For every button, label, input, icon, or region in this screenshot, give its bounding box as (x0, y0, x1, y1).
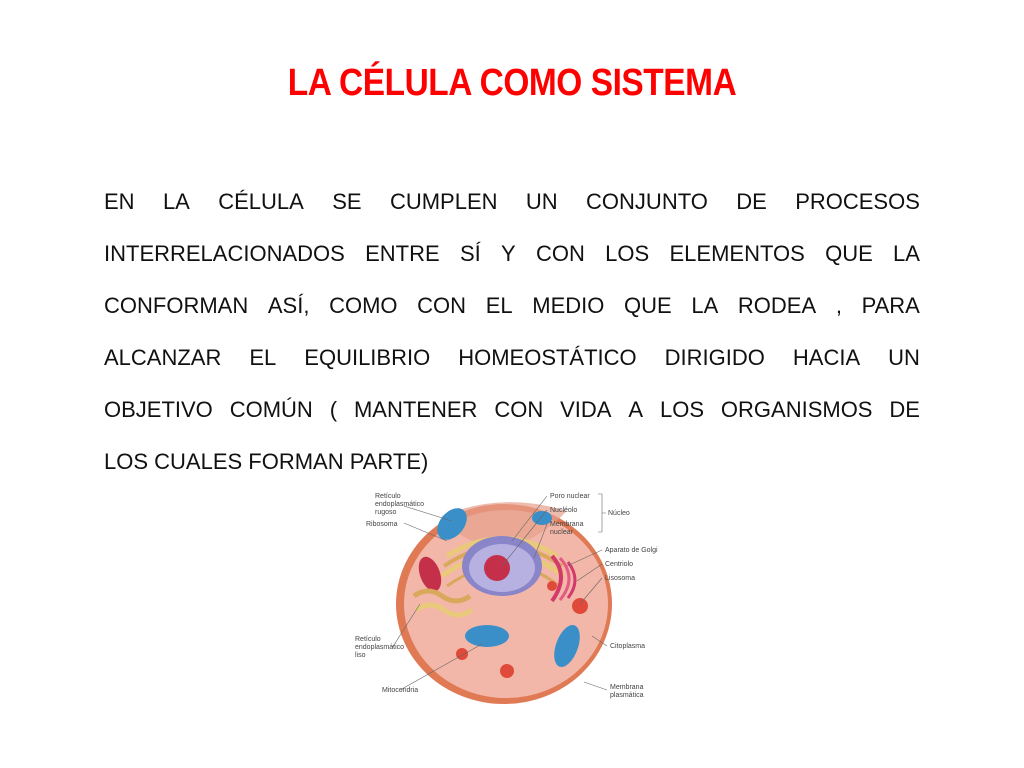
paragraph-word: ASÍ, (267, 293, 310, 318)
paragraph-word: CONJUNTO (586, 189, 708, 214)
nucleolus (484, 555, 510, 581)
paragraph-word: EL (485, 293, 513, 318)
paragraph-word: HACIA (792, 345, 861, 370)
paragraph-word: DIRIGIDO (664, 345, 765, 370)
paragraph-word: DE (736, 189, 767, 214)
paragraph-word: QUE (624, 293, 672, 318)
paragraph-line-4 (104, 332, 920, 384)
paragraph-word: QUE (825, 241, 873, 266)
label-cytoplasm: Citoplasma (610, 643, 646, 650)
label-mitochondria: Mitocondria (382, 687, 419, 694)
paragraph-word: VIDA (560, 397, 612, 422)
label-nucleolus: Nucléolo (550, 507, 578, 514)
label-rer-3: rugoso (375, 509, 397, 516)
slide-title: LA CÉLULA COMO SISTEMA (287, 62, 737, 104)
paragraph-word: ALCANZAR (104, 345, 222, 370)
label-golgi: Aparato de Golgi (605, 547, 658, 554)
label-nuclear-pore: Poro nuclear (550, 493, 590, 500)
paragraph-word: CON (417, 293, 467, 318)
paragraph-word: INTERRELACIONADOS (104, 241, 345, 266)
paragraph-word: ORGANISMOS (720, 397, 873, 422)
paragraph-line-2 (104, 228, 920, 280)
label-ser-2: endoplasmático (355, 644, 405, 651)
label-rer-2: endoplasmático (375, 501, 425, 508)
label-rer-1: Retículo (375, 493, 401, 500)
label-ribosome: Ribosoma (366, 521, 398, 528)
paragraph-word: CON (536, 241, 585, 266)
paragraph-word: LA (162, 189, 190, 214)
paragraph-word: ELEMENTOS (669, 241, 805, 266)
paragraph-word: LA (893, 241, 920, 266)
paragraph-word: HOMEOSTÁTICO (458, 345, 637, 370)
paragraph-word: RODEA (737, 293, 817, 318)
paragraph-line-1 (104, 176, 920, 228)
paragraph-word: PARA (861, 293, 920, 318)
paragraph-word: , (835, 293, 842, 318)
label-nuclear-membrane-1: Membrana (550, 521, 584, 528)
paragraph-word: ENTRE (365, 241, 440, 266)
paragraph-word: MEDIO (532, 293, 605, 318)
label-lysosome: Lisosoma (605, 575, 635, 582)
paragraph-word: CONFORMAN (104, 293, 249, 318)
paragraph-word: LOS (605, 241, 650, 266)
paragraph-word: EL (249, 345, 277, 370)
paragraph-word: CUMPLEN (389, 189, 498, 214)
animal-cell-diagram (352, 486, 682, 708)
label-plasma-membrane-1: Membrana (610, 684, 644, 691)
paragraph-line-6: LOS CUALES FORMAN PARTE) (104, 449, 429, 474)
paragraph-word: LA (691, 293, 719, 318)
label-nuclear-membrane-2: nuclear (550, 529, 573, 536)
label-nucleus: Núcleo (608, 510, 630, 517)
paragraph-word: SE (332, 189, 362, 214)
paragraph-word: EQUILIBRIO (304, 345, 431, 370)
label-ser-1: Retículo (355, 636, 381, 643)
paragraph-word: ( (329, 397, 338, 422)
paragraph-word: MANTENER (353, 397, 478, 422)
paragraph-word: COMO (329, 293, 398, 318)
cell-illustration (352, 486, 682, 708)
label-ser-3: liso (355, 652, 366, 659)
paragraph-word: UN (525, 189, 558, 214)
paragraph-line-3 (104, 280, 920, 332)
paragraph-word: UN (888, 345, 920, 370)
body-paragraph (104, 176, 920, 488)
paragraph-word: COMÚN (229, 397, 313, 422)
paragraph-word: LOS (659, 397, 704, 422)
paragraph-word: A (628, 397, 644, 422)
paragraph-line-5 (104, 384, 920, 436)
paragraph-word: SÍ (459, 241, 481, 266)
paragraph-word: EN (104, 189, 135, 214)
paragraph-word: CÉLULA (218, 189, 304, 214)
nucleus-bracket (598, 494, 606, 532)
label-centriole: Centriolo (605, 561, 634, 568)
paragraph-word: Y (501, 241, 516, 266)
paragraph-word: DE (889, 397, 920, 422)
paragraph-word: PROCESOS (795, 189, 920, 214)
paragraph-word: CON (494, 397, 544, 422)
label-plasma-membrane-2: plasmática (610, 692, 644, 699)
paragraph-word: OBJETIVO (104, 397, 213, 422)
